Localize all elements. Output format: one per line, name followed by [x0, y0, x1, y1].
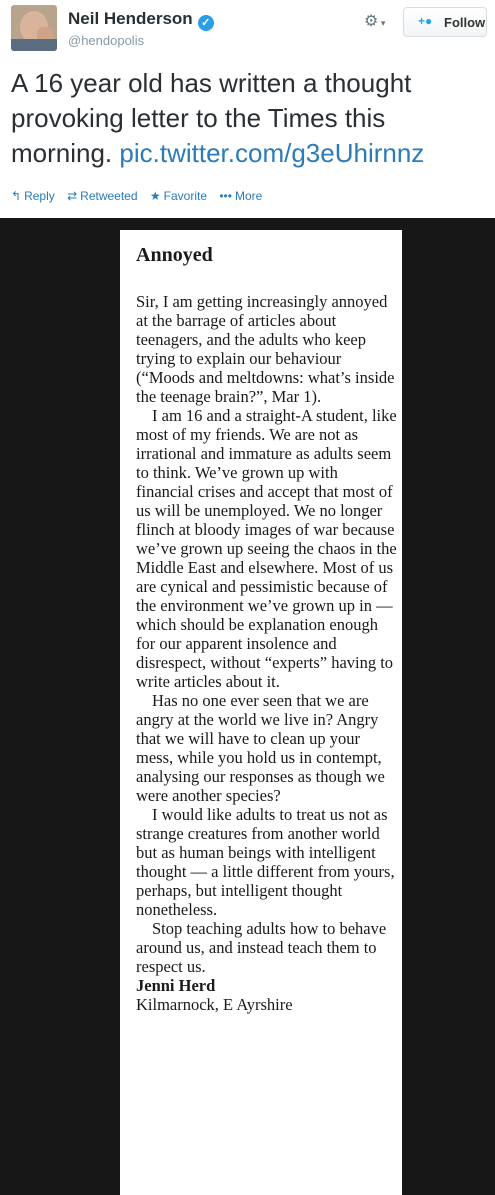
reply-button[interactable]	[11, 189, 55, 203]
retweeted-button[interactable]	[67, 189, 137, 203]
letter-location: Kilmarnock, E Ayrshire	[136, 995, 293, 1014]
letter-paragraph: Has no one ever seen that we are angry at the world we live in? Angry that we will have to clean up your mess, while you hold us in contempt, analysing our responses as though we were another species?	[136, 691, 385, 805]
follow-button[interactable]	[403, 7, 487, 37]
retweeted-label: Retweeted	[80, 189, 138, 203]
favorite-icon: ★	[149, 189, 161, 203]
attached-image[interactable]	[0, 218, 495, 1195]
gear-icon[interactable]: ⚙ ▾	[364, 13, 386, 30]
avatar-shirt	[11, 39, 57, 51]
follow-user-icon: +●	[418, 14, 433, 28]
more-label: More	[234, 189, 263, 203]
letter-paragraph: I am 16 and a straight-A student, like most of my friends. We are not as irrational and immature as adults seem to think. We’ve grown up with financial crises and accept that most of us will be unemployed. We no longer flinch at bloody images of war because we’ve grown up seeing the chaos in the Middle East and elsewhere. Most of us are cynical and pessimistic because of the environment we’ve grown up in — which should be explanation enough for our apparent insolence and disrespect, without “experts” having to write articles about it.	[136, 406, 397, 691]
author-handle[interactable]: @hendopolis	[68, 33, 145, 48]
reply-label: Reply	[24, 189, 55, 203]
more-icon: •••	[219, 189, 232, 203]
letter-paragraph: Sir, I am getting increasingly annoyed at the barrage of articles about teenagers, and the adults who keep trying to explain our behaviour (“Moods and meltdowns: what’s inside the teenage brain?”, Mar 1).	[136, 292, 395, 406]
favorite-button[interactable]	[150, 189, 207, 203]
tweet-text	[11, 66, 489, 171]
reply-icon: ↰	[11, 189, 22, 203]
author-name-row[interactable]	[68, 9, 214, 31]
newspaper-clipping	[120, 230, 402, 1195]
more-button[interactable]	[219, 189, 262, 203]
tweet-actions	[11, 189, 271, 203]
letter-signer: Jenni Herd	[136, 976, 216, 995]
verified-icon: ✓	[198, 15, 214, 31]
author-name[interactable]: Neil Henderson	[68, 9, 193, 28]
avatar[interactable]	[11, 5, 57, 51]
letter-body	[136, 292, 398, 1014]
follow-label: Follow	[444, 15, 486, 30]
tweet-image-link[interactable]: pic.twitter.com/g3eUhirnnz	[119, 138, 425, 168]
letter-title: Annoyed	[136, 244, 213, 266]
tweet-text-plain: A 16 year old has written a thought provoking letter to the Times this morning.	[11, 68, 412, 168]
letter-paragraph: Stop teaching adults how to behave around us, and instead teach them to respect us.	[136, 919, 387, 976]
tweet-card	[0, 0, 495, 218]
favorite-label: Favorite	[163, 189, 207, 203]
letter-paragraph: I would like adults to treat us not as strange creatures from another world but as human beings with intelligent thought — a little different from yours, perhaps, but intelligent thought nonetheless.	[136, 805, 395, 919]
retweet-icon: ⇄	[67, 189, 78, 203]
